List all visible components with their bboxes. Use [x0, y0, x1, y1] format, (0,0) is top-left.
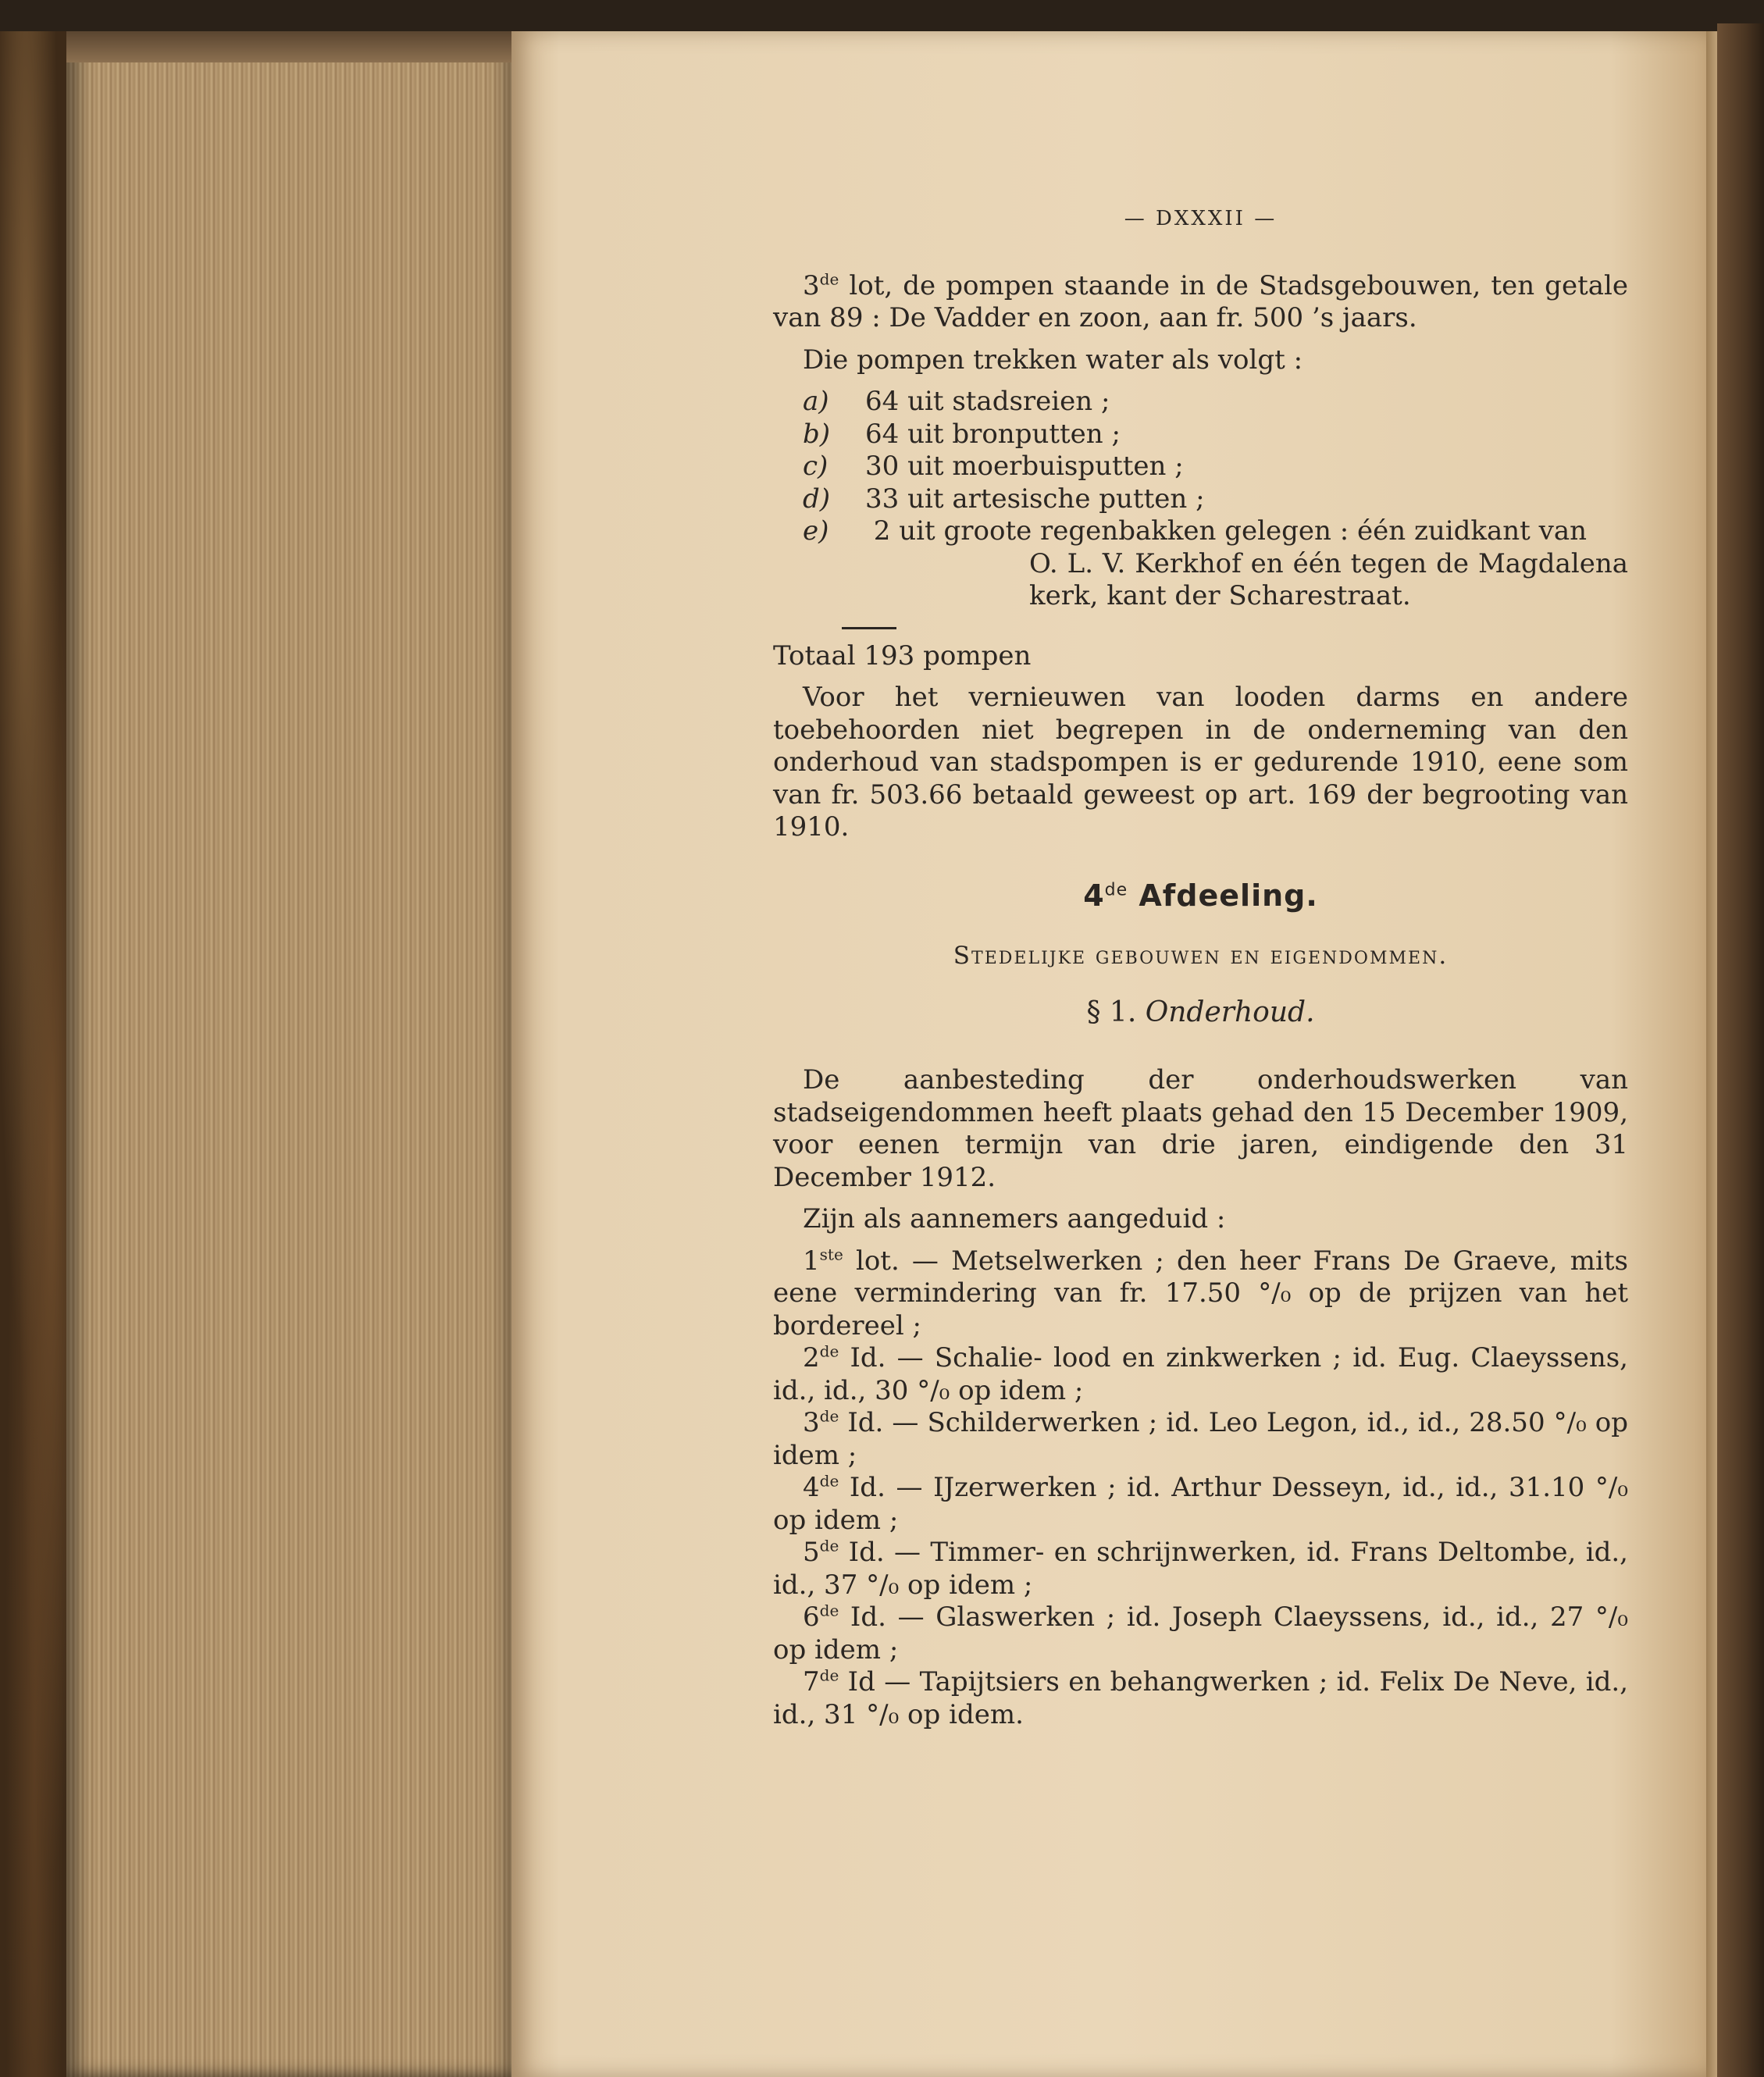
list-item — [773, 386, 1628, 419]
list-item — [773, 515, 1628, 548]
list-text: 64 uit bronputten ; — [865, 418, 1121, 450]
lot-text: lot, de pompen staande in de Stadsgebouwen, ten getale van 89 : De Vadder en zoon, aan fr. 500 ’s jaars. — [773, 269, 1628, 333]
list-text: 33 uit artesische putten ; — [865, 483, 1205, 515]
lot-entry — [773, 1245, 1628, 1343]
lot-number: 3 — [803, 269, 820, 301]
lot-entry — [773, 1601, 1628, 1666]
lot-number: 1 — [803, 1245, 820, 1277]
list-letter: e) — [803, 515, 829, 547]
lot-suffix: de — [819, 1666, 839, 1685]
lot-number: 7 — [803, 1666, 820, 1698]
page-number: — DXXXII — — [1124, 207, 1278, 230]
lot-suffix: de — [819, 269, 839, 289]
total-line: Totaal 193 pompen — [773, 639, 1032, 672]
list-item — [773, 483, 1628, 516]
contractors-intro: Zijn als aannemers aangeduid : — [803, 1203, 1226, 1234]
lot-suffix: de — [819, 1471, 839, 1491]
lot-text: Id. — Timmer- en schrijnwerken, id. Frans Deltombe, id., id., 37 °/₀ op idem ; — [773, 1537, 1628, 1601]
list-item-continuation: O. L. V. Kerkhof en één tegen de Magdalena kerk, kant der Scharestraat. — [1029, 547, 1628, 611]
list-letter: d) — [803, 483, 831, 515]
book-cover-right — [1717, 23, 1764, 2077]
pumps-intro: Die pompen trekken water als volgt : — [803, 344, 1303, 376]
lot-text: Id. — Schilderwerken ; id. Leo Legon, id., id., 28.50 °/₀ op idem ; — [773, 1407, 1628, 1471]
lot-entry — [773, 1407, 1628, 1472]
list-letter: b) — [803, 418, 831, 450]
lot-text: Id. — IJzerwerken ; id. Arthur Desseyn, id., id., 31.10 °/₀ op idem ; — [773, 1472, 1628, 1536]
lot-number: 2 — [803, 1342, 820, 1373]
lot-suffix: de — [819, 1601, 839, 1620]
list-text: 30 uit moerbuisputten ; — [865, 451, 1184, 482]
lot-suffix: de — [819, 1406, 839, 1426]
lot-entry — [773, 1537, 1628, 1601]
section-title: Onderhoud. — [1145, 996, 1315, 1028]
subheading: Stedelijke gebouwen en eigendommen. — [953, 942, 1449, 970]
lot-entry — [773, 1472, 1628, 1537]
division-number: 4 — [1083, 878, 1105, 913]
list-text: 2 uit groote regenbakken gelegen : één zuidkant van — [865, 515, 1588, 547]
section-heading — [773, 996, 1628, 1029]
division-heading — [773, 880, 1628, 913]
list-item — [773, 451, 1628, 483]
lot-suffix: ste — [819, 1245, 843, 1264]
division-suffix: de — [1104, 879, 1128, 900]
lot-number: 6 — [803, 1601, 820, 1633]
list-item — [773, 419, 1628, 451]
lot-entry — [773, 1666, 1628, 1731]
lot-number: 3 — [803, 1407, 820, 1438]
lot-entry — [773, 1342, 1628, 1407]
list-letter: a) — [803, 386, 829, 417]
lot-suffix: de — [819, 1341, 839, 1361]
lot-text: lot. — Metselwerken ; den heer Frans De Graeve, mits eene vermindering van fr. 17.50 °/₀ op de prijzen van het bordereel ; — [773, 1245, 1628, 1341]
pumps-list — [773, 386, 1628, 613]
lot-number: 4 — [803, 1472, 820, 1503]
page-text — [773, 203, 1628, 1731]
lot-text: Id — Tapijtsiers en behangwerken ; id. Felix De Neve, id., id., 31 °/₀ op idem. — [773, 1666, 1628, 1730]
lot3-paragraph — [773, 270, 1628, 335]
lot-text: Id. — Glaswerken ; id. Joseph Claeyssens, id., id., 27 °/₀ op idem ; — [773, 1601, 1628, 1666]
page-stack-edge — [66, 31, 519, 2077]
lots-list — [773, 1245, 1628, 1732]
section-sign: § 1. — [1086, 996, 1137, 1028]
tender-paragraph: De aanbesteding der onderhoudswerken van stadseigendommen heeft plaats gehad den 15 December 1909, voor eenen termijn van drie jaren, eindigende den 31 December 1912. — [773, 1064, 1628, 1193]
page-stack-top — [66, 31, 519, 62]
total-rule — [842, 627, 896, 629]
lot-text: Id. — Schalie- lood en zinkwerken ; id. Eug. Claeyssens, id., id., 30 °/₀ op idem ; — [773, 1342, 1628, 1406]
list-text: 64 uit stadsreien ; — [865, 386, 1110, 417]
division-title: Afdeeling. — [1128, 878, 1318, 913]
lot-suffix: de — [819, 1536, 839, 1555]
list-letter: c) — [803, 451, 829, 482]
renewal-paragraph: Voor het vernieuwen van looden darms en andere toebehoorden niet begrepen in de onderneming van den onderhoud van stadspompen is er gedurende 1910, eene som van fr. 503.66 betaald geweest op art. 169 der begrooting van 1910. — [773, 682, 1628, 843]
lot-number: 5 — [803, 1537, 820, 1568]
